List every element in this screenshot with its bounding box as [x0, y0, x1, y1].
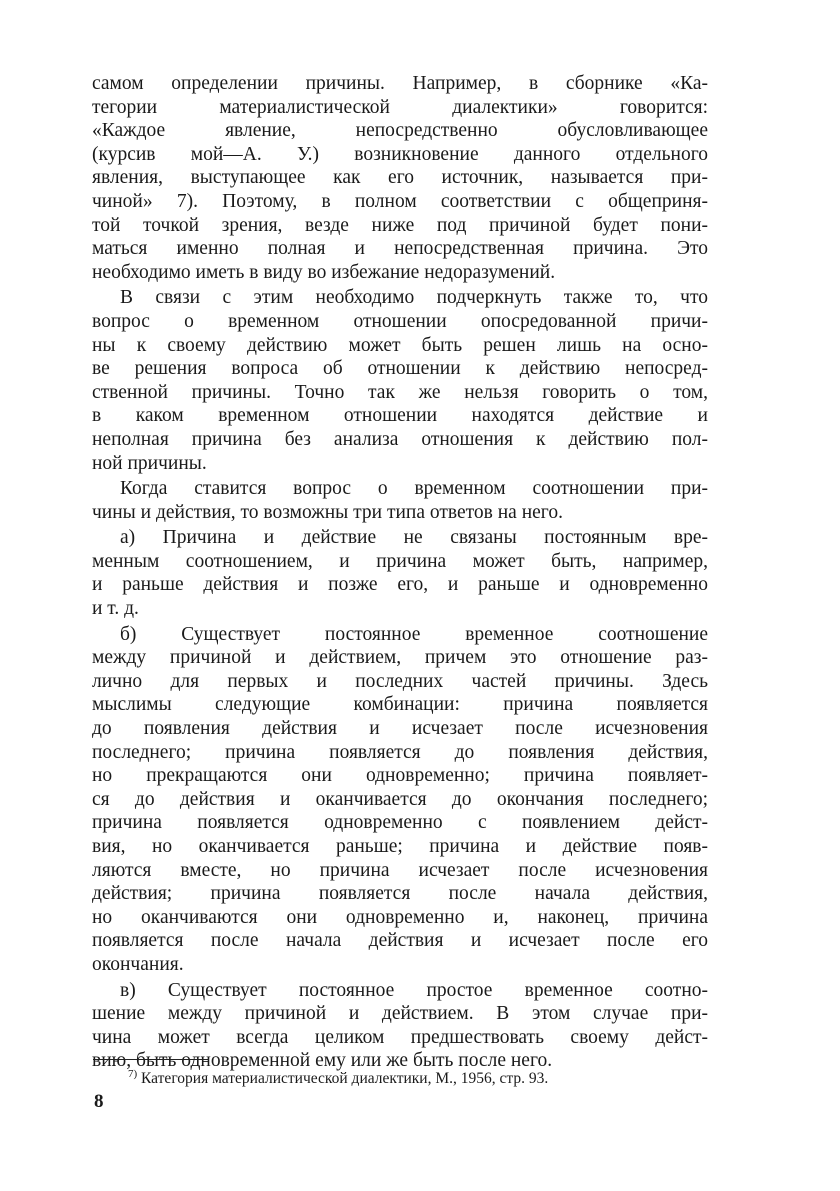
text-line — [92, 261, 708, 285]
line-text: ственной причины. Точно так же нельзя говорить о том, — [92, 381, 708, 403]
line-text: необходимо иметь в виду во избежание недоразумений. — [92, 261, 556, 283]
text-line — [92, 381, 708, 405]
line-text: и т. д. — [92, 598, 139, 620]
text-line — [92, 237, 708, 261]
footnote — [128, 1069, 708, 1089]
text-line — [92, 835, 708, 859]
line-text: и раньше действия и позже его, и раньше и одновременно — [92, 574, 708, 596]
text-line — [92, 953, 708, 977]
text-line — [92, 286, 708, 310]
line-text: неполная причина без анализа отношения к действию пол- — [92, 428, 708, 450]
text-line — [92, 477, 708, 501]
text-line — [92, 717, 708, 741]
line-text: чина может всегда целиком предшествовать своему дейст- — [92, 1026, 708, 1048]
line-text: ве решения вопроса об отношении к действию непосред- — [92, 358, 708, 380]
line-text: шение между причиной и действием. В этом случае при- — [92, 1003, 708, 1025]
line-text: менным соотношением, и причина может быть, например, — [92, 550, 708, 572]
line-text: б) Существует постоянное временное соотношение — [120, 623, 708, 645]
text-line — [92, 929, 708, 953]
line-text: ной причины. — [92, 452, 207, 474]
line-text: последнего; причина появляется до появления действия, — [92, 741, 708, 763]
footnote-text: Категория материалистической диалектики, М., 1956, стр. 93. — [141, 1070, 549, 1087]
text-line — [92, 119, 708, 143]
line-text: тегории материалистической диалектики» говорится: — [92, 96, 708, 118]
text-line — [92, 1026, 708, 1050]
text-line — [92, 501, 708, 525]
line-text: чины и действия, то возможны три типа ответов на него. — [92, 501, 563, 523]
text-line — [92, 741, 708, 765]
text-line — [92, 428, 708, 452]
line-text: в) Существует постоянное простое временное соотно- — [120, 979, 708, 1001]
text-line — [92, 190, 708, 214]
line-text: появляется после начала действия и исчезает после его — [92, 930, 708, 952]
text-line — [92, 764, 708, 788]
line-text: окончания. — [92, 953, 184, 975]
text-line — [92, 72, 708, 96]
text-line — [92, 670, 708, 694]
text-line — [92, 143, 708, 167]
text-line — [92, 811, 708, 835]
page-body — [92, 72, 708, 1073]
text-line — [92, 404, 708, 428]
line-text: В связи с этим необходимо подчеркнуть также то, что — [120, 287, 708, 309]
line-text: (курсив мой—А. У.) возникновение данного отдельного — [92, 143, 708, 165]
line-text: мыслимы следующие комбинации: причина появляется — [92, 694, 708, 716]
line-text: вия, но оканчивается раньше; причина и действие появ- — [92, 836, 708, 857]
line-text: в каком временном отношении находятся действие и — [92, 405, 708, 427]
text-line — [92, 96, 708, 120]
line-text: явления, выступающее как его источник, называется при- — [92, 167, 708, 189]
text-line — [92, 310, 708, 334]
line-text: но оканчиваются они одновременно и, наконец, причина — [92, 906, 708, 928]
line-text: действия; причина появляется после начала действия, — [92, 883, 708, 905]
text-line — [92, 1002, 708, 1026]
text-line — [92, 214, 708, 238]
line-text: самом определении причины. Например, в сборнике «Ка- — [92, 73, 708, 94]
line-text: ляются вместе, но причина исчезает после исчезновения — [92, 859, 708, 881]
text-line — [92, 882, 708, 906]
line-text: ся до действия и оканчивается до окончания последнего; — [92, 788, 708, 810]
text-line — [92, 452, 708, 476]
text-line — [92, 979, 708, 1003]
line-text: чиной» 7). Поэтому, в полном соответствии с общеприня- — [92, 190, 708, 212]
line-text: между причиной и действием, причем это отношение раз- — [92, 647, 708, 669]
text-line — [92, 526, 708, 550]
text-line — [92, 573, 708, 597]
text-line — [92, 906, 708, 930]
line-text: а) Причина и действие не связаны постоянным вре- — [120, 527, 708, 549]
footnote-marker: 7) — [128, 1067, 138, 1080]
line-text: причина появляется одновременно с появлением дейст- — [92, 812, 708, 834]
footnote-divider — [93, 1059, 209, 1060]
text-line — [92, 357, 708, 381]
line-text: той точкой зрения, везде ниже под причиной будет пони- — [92, 214, 708, 236]
text-line — [92, 646, 708, 670]
line-text: до появления действия и исчезает после исчезновения — [92, 718, 708, 740]
line-text: вию, быть одновременной ему или же быть после него. — [92, 1050, 553, 1072]
line-text: Когда ставится вопрос о временном соотношении при- — [120, 478, 708, 500]
text-line — [92, 550, 708, 574]
text-line — [92, 623, 708, 647]
text-line — [92, 166, 708, 190]
page-number: 8 — [94, 1091, 104, 1112]
line-text: маться именно полная и непосредственная причина. Это — [92, 238, 708, 260]
text-line — [92, 693, 708, 717]
line-text: ны к своему действию может быть решен лишь на осно- — [92, 334, 708, 356]
text-line — [92, 597, 708, 621]
text-line — [92, 859, 708, 883]
line-text: но прекращаются они одновременно; причина появляет- — [92, 765, 708, 787]
line-text: «Каждое явление, непосредственно обусловливающее — [92, 120, 708, 142]
line-text: лично для первых и последних частей причины. Здесь — [92, 670, 708, 692]
text-line — [92, 334, 708, 358]
text-line — [92, 788, 708, 812]
line-text: вопрос о временном отношении опосредованной причи- — [92, 310, 708, 332]
